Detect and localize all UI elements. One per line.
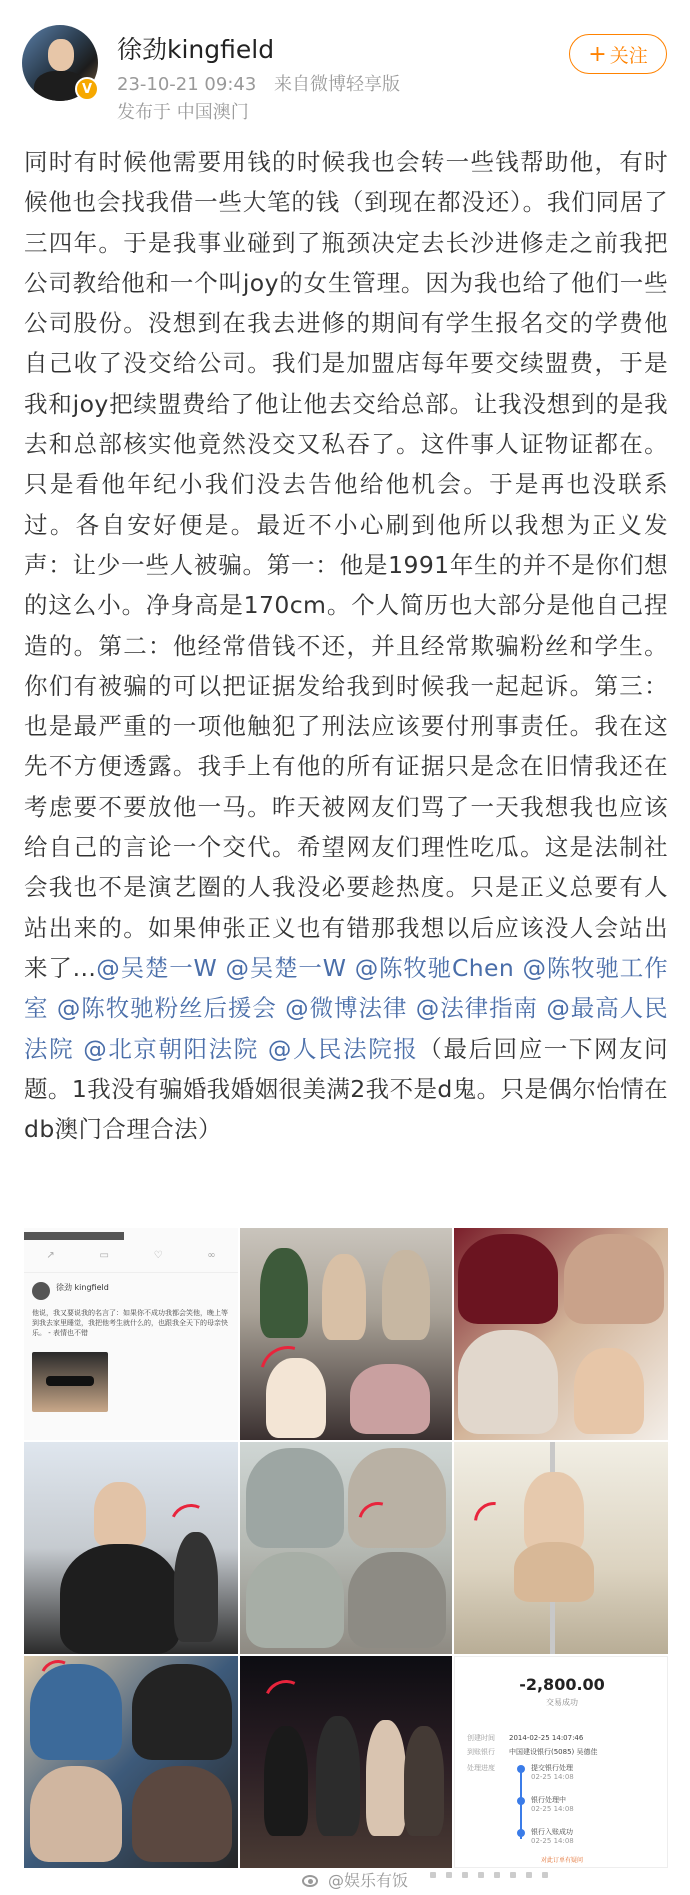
weibo-logo-icon	[300, 1871, 322, 1889]
image-man-suit[interactable]	[24, 1442, 238, 1654]
watermark	[300, 1868, 408, 1891]
payment-bank: 到账银行 中国建设银行(5085) 吴德佳	[467, 1748, 598, 1756]
mini-avatar	[32, 1282, 50, 1300]
payment-step: 提交银行处理	[531, 1764, 573, 1772]
payment-progress-label: 处理进度	[467, 1764, 495, 1772]
post-location: 发布于 中国澳门	[117, 102, 249, 123]
image-dance-class[interactable]	[240, 1442, 452, 1654]
payment-step-time: 02-25 14:08	[531, 1805, 574, 1813]
payment-amount: -2,800.00	[519, 1675, 605, 1694]
mention-link[interactable]: @微博法律	[285, 994, 408, 1023]
mention-link[interactable]: @吴楚一W	[96, 953, 218, 982]
image-group-ktv[interactable]	[240, 1656, 452, 1868]
image-collage[interactable]	[454, 1228, 668, 1440]
image-top-bar	[24, 1228, 238, 1242]
mention-link[interactable]: @吴楚一W	[225, 953, 347, 982]
post-content	[24, 142, 668, 1149]
plus-icon: +	[588, 41, 607, 67]
mention-link[interactable]: @陈牧驰粉丝后援会	[56, 994, 277, 1023]
like-icon: ♡	[153, 1250, 163, 1261]
payment-created: 创建时间 2014-02-25 14:07:46	[467, 1734, 584, 1742]
payment-step: 银行处理中	[531, 1796, 566, 1804]
mini-post-text: 他说，我又要说我的名言了：如果你不成功我都会笑他，晚上等到我去家里睡觉，我把他考生就什么的，也跟我全天下的母亲快乐。 - 表情也不错	[32, 1309, 228, 1337]
mention-link[interactable]: @陈牧驰Chen	[354, 953, 515, 982]
mention-link[interactable]: @法律指南	[415, 994, 538, 1023]
step-dot-icon	[517, 1765, 525, 1773]
image-gallery-wall[interactable]	[240, 1228, 452, 1440]
username[interactable]: 徐劲kingfield	[117, 35, 275, 64]
mention-link[interactable]: @最高人民法院	[24, 994, 668, 1063]
page-dots	[430, 1872, 558, 1878]
payment-footer[interactable]: 对此订单有疑问	[540, 1857, 583, 1864]
mention-link[interactable]: @陈牧驰工作室	[24, 953, 669, 1023]
verified-badge-icon: V	[75, 77, 99, 101]
link-icon: ∞	[207, 1250, 216, 1261]
image-toolbar	[24, 1250, 238, 1266]
image-payment-receipt[interactable]	[454, 1656, 668, 1868]
payment-status: 交易成功	[546, 1698, 578, 1707]
post-timestamp: 23-10-21 09:43	[117, 74, 257, 95]
payment-step-time: 02-25 14:08	[531, 1837, 574, 1845]
follow-label: 关注	[609, 44, 648, 67]
post-meta	[117, 70, 412, 96]
post-body-text: 同时有时候他需要用钱的时候我也会转一些钱帮助他，有时候他也会找我借一些大笔的钱（到现在都没还）。我们同居了三四年。于是我事业碰到了瓶颈决定去长沙进修走之前我把公司教给他和一个叫joy的女生管理。因为我也给了他们一些公司股份。没想到在我去进修的期间有学生报名交的学费他自己收了没交给公司。我们是加盟店每年要交续盟费，于是我和joy把续盟费给了他让他去交给总部。让我没想到的是我去和总部核实他竟然没交又私吞了。这件事人证物证都在。只是看他年纪小我们没去告他给他机会。于是再也没联系过。各自安好便是。最近不小心刷到他所以我想为正义发声：让少一些人被骗。第一：他是1991年生的并不是你们想的这么小。净身高是170cm。个人简历也大部分是他自己捏造的。第二：他经常借钱不还，并且经常欺骗粉丝和学生。你们有被骗的可以把证据发给我到时候我一起起诉。第三：也是最严重的一项他触犯了刑法应该要付刑事责任。我在这先不方便透露。我手上有他的所有证据只是念在旧情我还在考虑要不要放他一马。昨天被网友们骂了一天我想我也应该给自己的言论一个交代。希望网友们理性吃瓜。这是法制社会我也不是演艺圈的人我没必要趁热度。只是正义总要有人站出来的。如果伸张正义也有错那我想以后应该没人会站出来了...	[24, 148, 668, 982]
post-tail-text: （最后回应一下网友问题。1我没有骗婚我婚姻很美满2我不是d鬼。只是偶尔怡情在db澳门合理合法）	[24, 1034, 669, 1144]
watermark-text: @娱乐有饭	[328, 1871, 409, 1890]
step-dot-icon	[517, 1797, 525, 1805]
step-dot-icon	[517, 1829, 525, 1837]
post-source: 来自微博轻享版	[274, 74, 401, 95]
payment-step-time: 02-25 14:08	[531, 1773, 574, 1781]
follow-button[interactable]	[569, 34, 667, 74]
mention-link[interactable]: @人民法院报	[267, 1034, 419, 1063]
image-portraits[interactable]	[24, 1656, 238, 1868]
post-header	[0, 0, 690, 140]
payment-step: 银行入账成功	[531, 1828, 573, 1836]
image-pole-dance[interactable]	[454, 1442, 668, 1654]
image-weibo-screenshot[interactable]	[24, 1228, 238, 1440]
share-icon: ↗	[46, 1250, 55, 1261]
divider	[24, 1272, 238, 1273]
mini-photo	[32, 1352, 108, 1412]
mention-link[interactable]: @北京朝阳法院	[83, 1034, 259, 1063]
avatar-face	[48, 39, 74, 71]
sunglasses	[46, 1376, 94, 1386]
comment-icon: ▭	[99, 1250, 109, 1261]
mini-username: 徐劲 kingfield	[56, 1283, 109, 1292]
